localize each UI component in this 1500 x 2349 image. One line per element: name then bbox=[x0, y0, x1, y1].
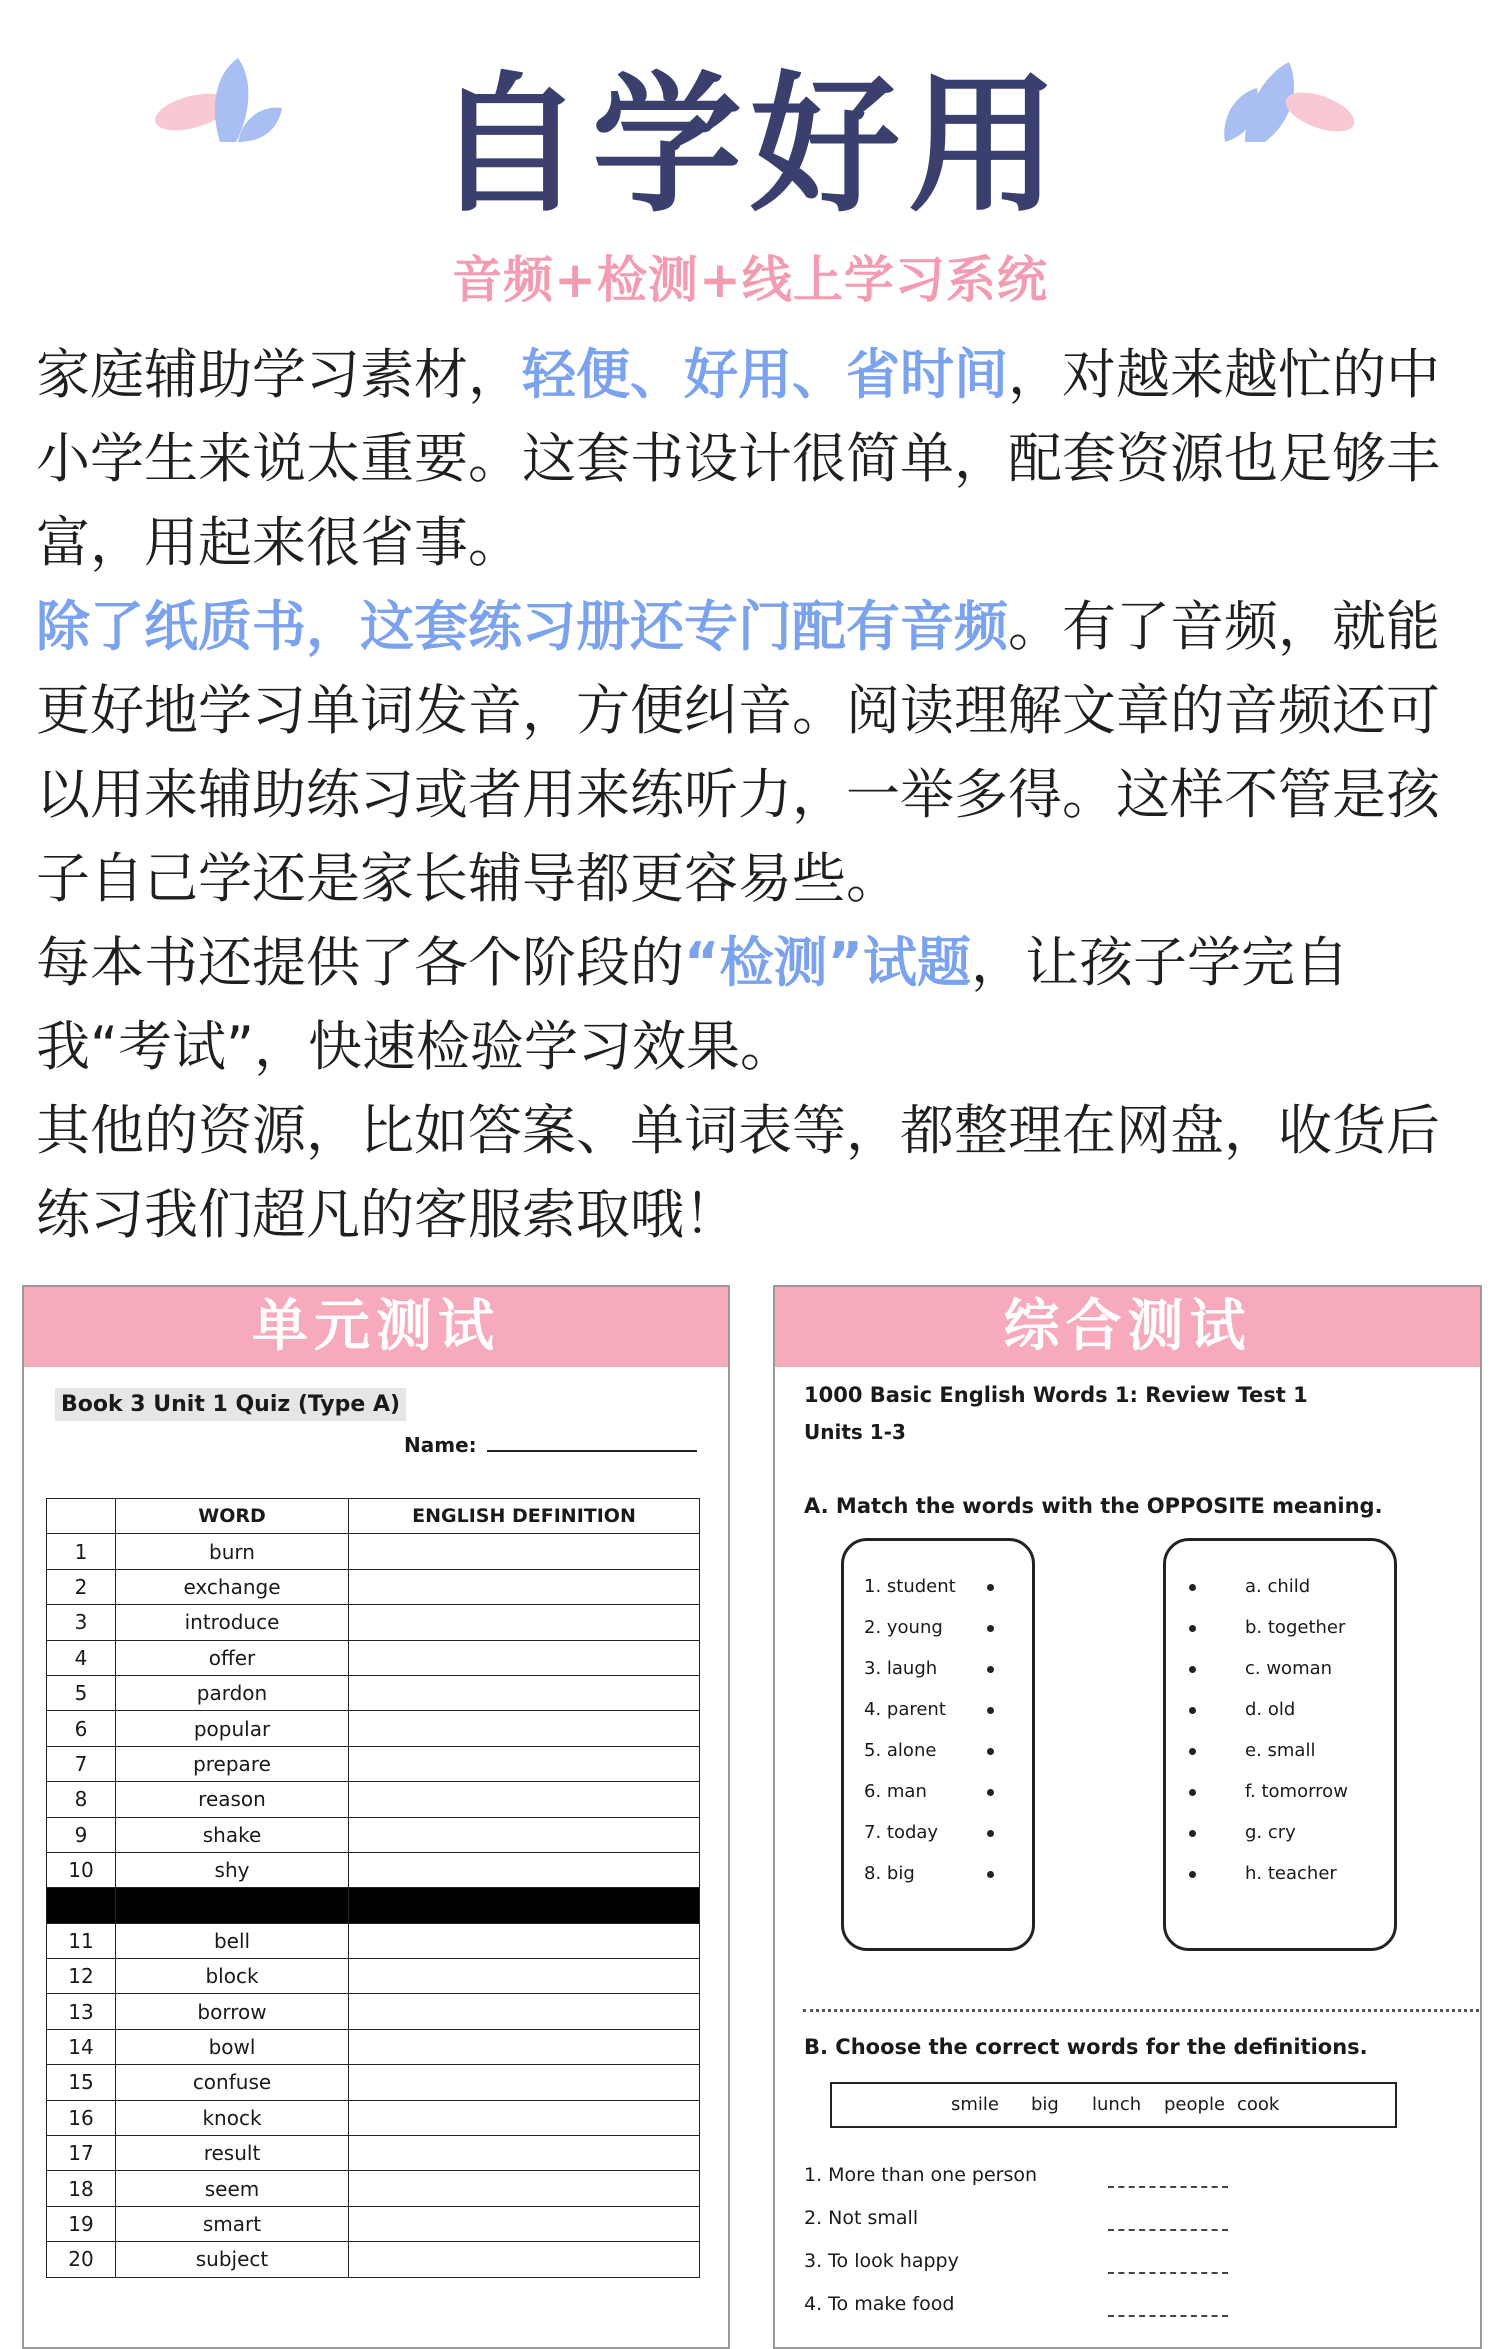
match-left-word: 7. today bbox=[864, 1822, 939, 1843]
row-definition-blank[interactable] bbox=[349, 2171, 700, 2206]
row-word: knock bbox=[116, 2100, 349, 2135]
row-number: 16 bbox=[47, 2100, 116, 2135]
answer-blank[interactable] bbox=[1108, 2315, 1228, 2317]
row-definition-blank[interactable] bbox=[349, 2029, 700, 2064]
row-number: 8 bbox=[47, 1782, 116, 1817]
match-dot-right[interactable] bbox=[1189, 1789, 1196, 1796]
match-dot-right[interactable] bbox=[1189, 1707, 1196, 1714]
match-left-word: 1. student bbox=[864, 1576, 956, 1597]
table-row bbox=[47, 1817, 700, 1852]
row-word: shake bbox=[116, 1817, 349, 1852]
row-word: confuse bbox=[116, 2065, 349, 2100]
row-word: prepare bbox=[116, 1746, 349, 1781]
match-dot-right[interactable] bbox=[1189, 1666, 1196, 1673]
section-a-instruction: A. Match the words with the OPPOSITE meaning. bbox=[804, 1494, 1383, 1518]
row-definition-blank[interactable] bbox=[349, 1534, 700, 1569]
table-row bbox=[47, 1534, 700, 1569]
row-definition-blank[interactable] bbox=[349, 1605, 700, 1640]
row-definition-blank[interactable] bbox=[349, 1782, 700, 1817]
match-dot-left[interactable] bbox=[987, 1830, 994, 1837]
match-left-word: 4. parent bbox=[864, 1699, 946, 1720]
quiz-title: Book 3 Unit 1 Quiz (Type A) bbox=[55, 1388, 406, 1421]
row-word: borrow bbox=[116, 1994, 349, 2029]
match-left-word: 6. man bbox=[864, 1781, 927, 1802]
row-word: result bbox=[116, 2136, 349, 2171]
row-word: pardon bbox=[116, 1675, 349, 1710]
row-number: 3 bbox=[47, 1605, 116, 1640]
row-definition-blank[interactable] bbox=[349, 1711, 700, 1746]
row-number: 9 bbox=[47, 1817, 116, 1852]
review-test-header: 综合测试 bbox=[775, 1287, 1480, 1367]
col-definition: ENGLISH DEFINITION bbox=[349, 1499, 700, 1534]
paragraph-2 bbox=[36, 585, 1466, 921]
text-span: ，让孩子学完自我“考试”，快速检验学习效果。 bbox=[36, 931, 1349, 1078]
row-word: exchange bbox=[116, 1569, 349, 1604]
table-row bbox=[47, 1852, 700, 1887]
table-row bbox=[47, 1711, 700, 1746]
table-row bbox=[47, 1605, 700, 1640]
row-word: popular bbox=[116, 1711, 349, 1746]
match-left-word: 2. young bbox=[864, 1617, 943, 1638]
row-number: 11 bbox=[47, 1923, 116, 1958]
match-dot-left[interactable] bbox=[987, 1871, 994, 1878]
unit-test-panel bbox=[22, 1285, 730, 2349]
match-dot-left[interactable] bbox=[987, 1584, 994, 1591]
row-word: burn bbox=[116, 1534, 349, 1569]
page-title: 自学好用 bbox=[433, 59, 1066, 233]
word-bank-item: big bbox=[1031, 2094, 1059, 2115]
row-definition-blank[interactable] bbox=[349, 1675, 700, 1710]
row-definition-blank[interactable] bbox=[349, 2065, 700, 2100]
review-test-units: Units 1-3 bbox=[804, 1420, 906, 1444]
row-definition-blank[interactable] bbox=[349, 1959, 700, 1994]
table-row bbox=[47, 1746, 700, 1781]
definition-item: 1. More than one person bbox=[804, 2164, 1038, 2186]
row-word: offer bbox=[116, 1640, 349, 1675]
row-definition-blank[interactable] bbox=[349, 1817, 700, 1852]
highlight-text: “检测”试题 bbox=[684, 931, 971, 994]
paragraph-4: 其他的资源，比如答案、单词表等，都整理在网盘，收货后练习我们超凡的客服索取哦！ bbox=[36, 1099, 1440, 1246]
row-definition-blank[interactable] bbox=[349, 1994, 700, 2029]
row-number: 19 bbox=[47, 2206, 116, 2241]
match-dot-left[interactable] bbox=[987, 1789, 994, 1796]
paragraph-1 bbox=[36, 333, 1466, 585]
match-dot-right[interactable] bbox=[1189, 1748, 1196, 1755]
table-row bbox=[47, 1569, 700, 1604]
row-word: block bbox=[116, 1959, 349, 1994]
name-field bbox=[404, 1433, 697, 1457]
quiz-table-body bbox=[47, 1534, 700, 2277]
table-header-row bbox=[47, 1499, 700, 1534]
row-number: 2 bbox=[47, 1569, 116, 1604]
row-definition-blank[interactable] bbox=[349, 1569, 700, 1604]
definition-item: 3. To look happy bbox=[804, 2250, 959, 2272]
match-dot-right[interactable] bbox=[1189, 1625, 1196, 1632]
word-bank-item: people bbox=[1164, 2094, 1226, 2115]
match-left-word: 8. big bbox=[864, 1863, 915, 1884]
row-definition-blank[interactable] bbox=[349, 1640, 700, 1675]
table-row bbox=[47, 2206, 700, 2241]
separator-cell bbox=[47, 1888, 116, 1923]
match-right-word: a. child bbox=[1245, 1576, 1311, 1597]
row-definition-blank[interactable] bbox=[349, 1852, 700, 1887]
row-number: 7 bbox=[47, 1746, 116, 1781]
row-word: bowl bbox=[116, 2029, 349, 2064]
match-right-word: f. tomorrow bbox=[1245, 1781, 1348, 1802]
section-b-instruction: B. Choose the correct words for the definitions. bbox=[804, 2035, 1368, 2059]
match-left-word: 5. alone bbox=[864, 1740, 937, 1761]
row-number: 12 bbox=[47, 1959, 116, 1994]
table-separator-row bbox=[47, 1888, 700, 1923]
row-definition-blank[interactable] bbox=[349, 1746, 700, 1781]
match-dot-left[interactable] bbox=[987, 1625, 994, 1632]
table-row bbox=[47, 1923, 700, 1958]
separator-cell bbox=[349, 1888, 700, 1923]
name-line bbox=[487, 1450, 697, 1452]
row-number: 6 bbox=[47, 1711, 116, 1746]
table-row bbox=[47, 2242, 700, 2277]
row-number: 13 bbox=[47, 1994, 116, 2029]
match-right-word: c. woman bbox=[1245, 1658, 1333, 1679]
row-number: 5 bbox=[47, 1675, 116, 1710]
match-dot-right[interactable] bbox=[1189, 1871, 1196, 1878]
row-definition-blank[interactable] bbox=[349, 2136, 700, 2171]
highlight-text: 轻便、好用、省时间 bbox=[522, 343, 1008, 406]
review-test-title: 1000 Basic English Words 1: Review Test 1 bbox=[804, 1383, 1308, 1407]
text-span: 家庭辅助学习素材， bbox=[36, 343, 522, 406]
table-row bbox=[47, 2065, 700, 2100]
table-row bbox=[47, 2136, 700, 2171]
page-subtitle: 音频+检测+线上学习系统 bbox=[452, 251, 1048, 309]
table-row bbox=[47, 1675, 700, 1710]
answer-blank[interactable] bbox=[1108, 2272, 1228, 2274]
match-dot-left[interactable] bbox=[987, 1666, 994, 1673]
row-definition-blank[interactable] bbox=[349, 1923, 700, 1958]
text-span: ，对越来越忙的中小学生来说太重要。这套书设计很简单，配套资源也足够丰富，用起来很省事。 bbox=[36, 343, 1440, 574]
unit-test-header: 单元测试 bbox=[24, 1287, 728, 1367]
name-label: Name: bbox=[404, 1433, 477, 1457]
match-dot-right[interactable] bbox=[1189, 1584, 1196, 1591]
match-right-word: h. teacher bbox=[1245, 1863, 1337, 1884]
match-right-word: e. small bbox=[1245, 1740, 1316, 1761]
row-word: reason bbox=[116, 1782, 349, 1817]
col-number bbox=[47, 1499, 116, 1534]
table-row bbox=[47, 1640, 700, 1675]
row-number: 10 bbox=[47, 1852, 116, 1887]
definition-item: 2. Not small bbox=[804, 2207, 919, 2229]
quiz-table bbox=[46, 1498, 700, 2278]
row-definition-blank[interactable] bbox=[349, 2242, 700, 2277]
match-dot-left[interactable] bbox=[987, 1748, 994, 1755]
review-test-panel bbox=[773, 1285, 1482, 2349]
row-word: bell bbox=[116, 1923, 349, 1958]
row-word: smart bbox=[116, 2206, 349, 2241]
col-word: WORD bbox=[116, 1499, 349, 1534]
table-row bbox=[47, 1782, 700, 1817]
match-dot-right[interactable] bbox=[1189, 1830, 1196, 1837]
match-right-word: g. cry bbox=[1245, 1822, 1296, 1843]
answer-blank[interactable] bbox=[1108, 2229, 1228, 2231]
table-row bbox=[47, 1994, 700, 2029]
row-definition-blank[interactable] bbox=[349, 2100, 700, 2135]
row-word: shy bbox=[116, 1852, 349, 1887]
table-row bbox=[47, 2029, 700, 2064]
word-bank-item: smile bbox=[951, 2094, 999, 2115]
match-right-word: d. old bbox=[1245, 1699, 1296, 1720]
row-number: 1 bbox=[47, 1534, 116, 1569]
text-span: 每本书还提供了各个阶段的 bbox=[36, 931, 684, 994]
row-word: seem bbox=[116, 2171, 349, 2206]
row-number: 17 bbox=[47, 2136, 116, 2171]
row-word: introduce bbox=[116, 1605, 349, 1640]
table-row bbox=[47, 2171, 700, 2206]
table-row bbox=[47, 2100, 700, 2135]
word-bank bbox=[830, 2082, 1397, 2128]
match-dot-left[interactable] bbox=[987, 1707, 994, 1714]
section-divider bbox=[803, 2009, 1479, 2012]
row-number: 15 bbox=[47, 2065, 116, 2100]
paragraph-3 bbox=[36, 921, 1466, 1089]
row-definition-blank[interactable] bbox=[349, 2206, 700, 2241]
word-bank-item: cook bbox=[1237, 2094, 1280, 2115]
description-text bbox=[36, 333, 1466, 1257]
row-number: 14 bbox=[47, 2029, 116, 2064]
row-number: 18 bbox=[47, 2171, 116, 2206]
table-row bbox=[47, 1959, 700, 1994]
match-left-word: 3. laugh bbox=[864, 1658, 938, 1679]
match-right-word: b. together bbox=[1245, 1617, 1346, 1638]
row-word: subject bbox=[116, 2242, 349, 2277]
word-bank-item: lunch bbox=[1092, 2094, 1142, 2115]
row-number: 4 bbox=[47, 1640, 116, 1675]
answer-blank[interactable] bbox=[1108, 2186, 1228, 2188]
text-span: 。有了音频，就能更好地学习单词发音，方便纠音。阅读理解文章的音频还可以用来辅助练习或者用来练听力，一举多得。这样不管是孩子自己学还是家长辅导都更容易些。 bbox=[36, 595, 1440, 910]
row-number: 20 bbox=[47, 2242, 116, 2277]
highlight-text: 除了纸质书，这套练习册还专门配有音频 bbox=[36, 595, 1008, 658]
separator-cell bbox=[116, 1888, 349, 1923]
definition-item: 4. To make food bbox=[804, 2293, 955, 2315]
